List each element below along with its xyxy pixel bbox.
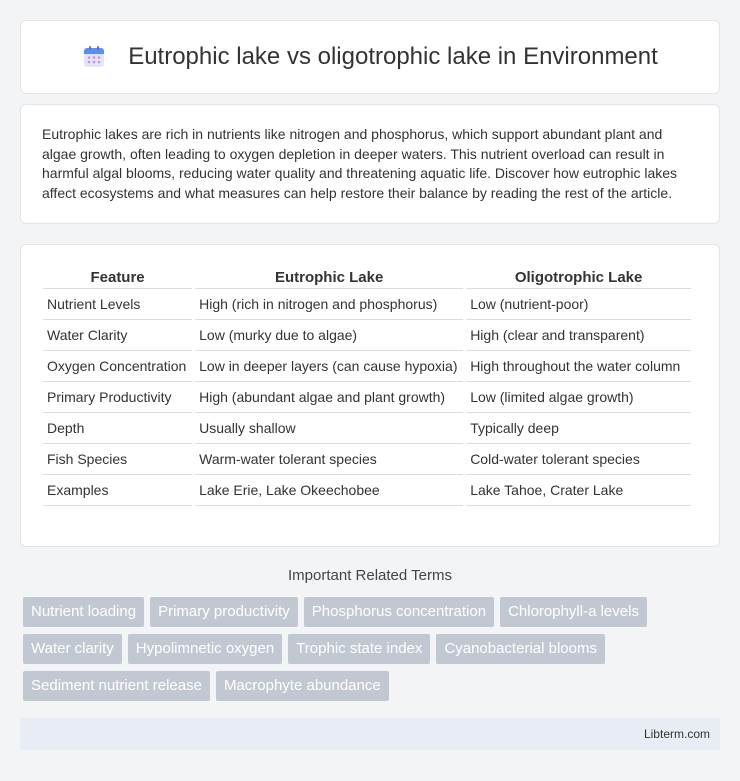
cell-oligotrophic: Low (nutrient-poor): [466, 289, 691, 320]
tag-water-clarity[interactable]: Water clarity: [23, 634, 122, 664]
cell-feature: Nutrient Levels: [43, 289, 192, 320]
footer-site-link[interactable]: Libterm.com: [643, 727, 710, 741]
cell-eutrophic: Lake Erie, Lake Okeechobee: [195, 475, 463, 506]
cell-oligotrophic: Low (limited algae growth): [466, 382, 691, 413]
page-title: Eutrophic lake vs oligotrophic lake in Environment: [128, 43, 658, 70]
calendar-icon: [82, 45, 106, 69]
title-card: [20, 20, 720, 94]
tag-primary-productivity[interactable]: Primary productivity: [150, 597, 298, 627]
comparison-table: [40, 265, 694, 506]
cell-eutrophic: Low in deeper layers (can cause hypoxia): [195, 351, 463, 382]
table-row: [43, 413, 691, 444]
intro-text: Eutrophic lakes are rich in nutrients like nitrogen and phosphorus, which support abundant plant and algae growth, often leading to oxygen depletion in deeper waters. This nutrient overload can result in harmful algal blooms, reducing water quality and threatening aquatic life. Discover how eutrophic lakes affect ecosystems and what measures can help restore their balance by reading the rest of the article.: [42, 126, 678, 201]
table-row: [43, 351, 691, 382]
header-eutrophic: Eutrophic Lake: [195, 265, 463, 289]
tag-cyanobacterial-blooms[interactable]: Cyanobacterial blooms: [436, 634, 605, 664]
cell-oligotrophic: High throughout the water column: [466, 351, 691, 382]
cell-oligotrophic: Cold-water tolerant species: [466, 444, 691, 475]
footer: [20, 718, 720, 750]
cell-oligotrophic: High (clear and transparent): [466, 320, 691, 351]
tag-nutrient-loading[interactable]: Nutrient loading: [23, 597, 144, 627]
cell-eutrophic: High (abundant algae and plant growth): [195, 382, 463, 413]
cell-eutrophic: Usually shallow: [195, 413, 463, 444]
cell-feature: Water Clarity: [43, 320, 192, 351]
table-row: [43, 475, 691, 506]
cell-oligotrophic: Lake Tahoe, Crater Lake: [466, 475, 691, 506]
intro-card: [20, 104, 720, 224]
cell-feature: Oxygen Concentration: [43, 351, 192, 382]
cell-feature: Depth: [43, 413, 192, 444]
table-card: [20, 244, 720, 547]
tag-sediment-nutrient-release[interactable]: Sediment nutrient release: [23, 671, 210, 701]
cell-feature: Fish Species: [43, 444, 192, 475]
table-header-row: [43, 265, 691, 289]
table-row: [43, 320, 691, 351]
tag-hypolimnetic-oxygen[interactable]: Hypolimnetic oxygen: [128, 634, 282, 664]
related-terms-section: [20, 567, 720, 701]
cell-eutrophic: High (rich in nitrogen and phosphorus): [195, 289, 463, 320]
cell-oligotrophic: Typically deep: [466, 413, 691, 444]
related-terms-title: Important Related Terms: [288, 567, 452, 584]
tag-macrophyte-abundance[interactable]: Macrophyte abundance: [216, 671, 389, 701]
table-row: [43, 382, 691, 413]
cell-feature: Primary Productivity: [43, 382, 192, 413]
table-row: [43, 289, 691, 320]
tag-chlorophyll-a-levels[interactable]: Chlorophyll-a levels: [500, 597, 647, 627]
tag-phosphorus-concentration[interactable]: Phosphorus concentration: [304, 597, 494, 627]
cell-feature: Examples: [43, 475, 192, 506]
cell-eutrophic: Warm-water tolerant species: [195, 444, 463, 475]
header-feature: Feature: [43, 265, 192, 289]
header-oligotrophic: Oligotrophic Lake: [466, 265, 691, 289]
tag-trophic-state-index[interactable]: Trophic state index: [288, 634, 430, 664]
related-terms-list: [20, 597, 720, 701]
table-row: [43, 444, 691, 475]
cell-eutrophic: Low (murky due to algae): [195, 320, 463, 351]
